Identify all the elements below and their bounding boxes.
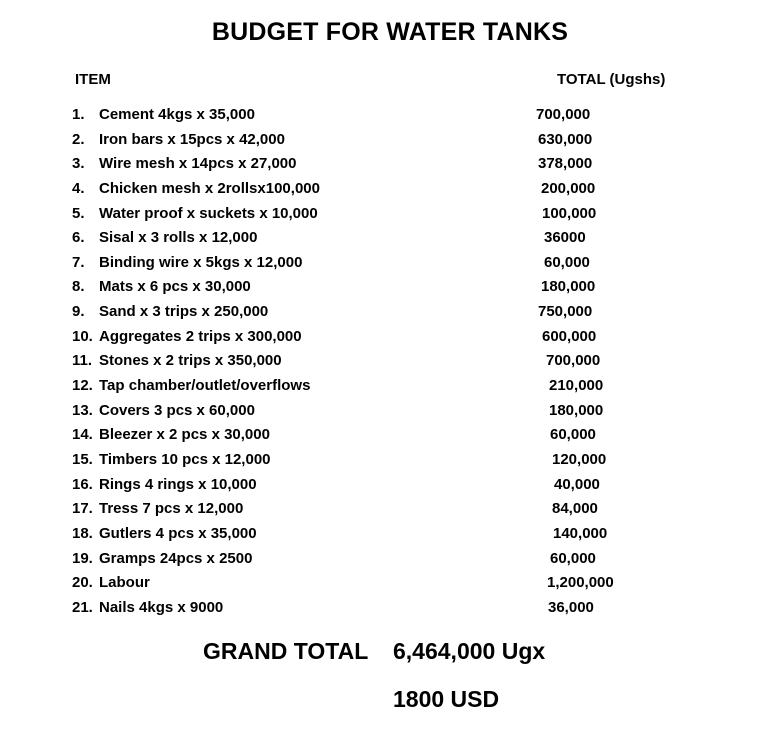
budget-items-list xyxy=(0,106,768,623)
item-total: 40,000 xyxy=(554,475,600,493)
item-column-header: ITEM xyxy=(75,71,111,88)
item-number: 1. xyxy=(72,106,85,123)
item-total: 60,000 xyxy=(544,253,590,271)
list-item xyxy=(0,180,768,205)
item-description: Tap chamber/outlet/overflows xyxy=(99,377,311,395)
item-total: 1,200,000 xyxy=(547,574,614,592)
item-number: 20. xyxy=(72,574,93,592)
item-description: Sisal x 3 rolls x 12,000 xyxy=(99,229,258,247)
item-number: 5. xyxy=(72,204,85,222)
item-total: 36,000 xyxy=(548,598,594,616)
item-description: Iron bars x 15pcs x 42,000 xyxy=(99,130,285,148)
item-number: 15. xyxy=(72,450,93,468)
item-description: Covers 3 pcs x 60,000 xyxy=(99,401,255,419)
item-description: Timbers 10 pcs x 12,000 xyxy=(99,450,271,468)
list-item xyxy=(0,229,768,254)
total-column-header: TOTAL (Ugshs) xyxy=(557,71,666,88)
item-total: 60,000 xyxy=(550,426,596,444)
item-total: 60,000 xyxy=(550,549,596,567)
grand-total-usd: 1800 USD xyxy=(393,686,500,712)
item-description: Bleezer x 2 pcs x 30,000 xyxy=(99,426,270,444)
item-number: 2. xyxy=(72,130,85,148)
list-item xyxy=(0,402,768,427)
item-total: 378,000 xyxy=(538,155,593,173)
list-item xyxy=(0,525,768,550)
item-description: Labour xyxy=(99,574,150,592)
list-item xyxy=(0,106,768,131)
list-item xyxy=(0,303,768,328)
item-number: 4. xyxy=(72,179,85,197)
page-title: BUDGET FOR WATER TANKS xyxy=(211,18,569,46)
item-number: 16. xyxy=(72,475,93,493)
list-item xyxy=(0,155,768,180)
item-number: 6. xyxy=(72,229,85,247)
item-description: Tress 7 pcs x 12,000 xyxy=(99,500,244,518)
item-number: 9. xyxy=(72,303,85,321)
item-description: Rings 4 rings x 10,000 xyxy=(99,475,257,493)
item-total: 700,000 xyxy=(536,106,591,123)
item-total: 700,000 xyxy=(546,352,601,370)
item-number: 3. xyxy=(72,155,85,173)
item-description: Nails 4kgs x 9000 xyxy=(99,598,224,616)
item-total: 210,000 xyxy=(549,377,604,395)
item-total: 200,000 xyxy=(541,179,596,197)
item-description: Mats x 6 pcs x 30,000 xyxy=(99,278,251,296)
list-item xyxy=(0,476,768,501)
item-description: Binding wire x 5kgs x 12,000 xyxy=(99,253,303,271)
item-description: Aggregates 2 trips x 300,000 xyxy=(99,327,302,345)
item-description: Water proof x suckets x 10,000 xyxy=(99,204,318,222)
item-number: 18. xyxy=(72,524,93,542)
item-total: 600,000 xyxy=(542,327,597,345)
item-description: Stones x 2 trips x 350,000 xyxy=(99,352,282,370)
item-number: 17. xyxy=(72,500,93,518)
list-item xyxy=(0,205,768,230)
item-total: 120,000 xyxy=(552,450,607,468)
item-total: 84,000 xyxy=(552,500,598,518)
item-total: 180,000 xyxy=(541,278,596,296)
item-description: Sand x 3 trips x 250,000 xyxy=(99,303,269,321)
item-total: 750,000 xyxy=(538,303,593,321)
list-item xyxy=(0,550,768,575)
item-description: Chicken mesh x 2rollsx100,000 xyxy=(99,179,320,197)
item-total: 100,000 xyxy=(542,204,597,222)
list-item xyxy=(0,278,768,303)
list-item xyxy=(0,599,768,624)
list-item xyxy=(0,451,768,476)
item-total: 140,000 xyxy=(553,524,608,542)
item-number: 11. xyxy=(72,352,93,370)
list-item xyxy=(0,377,768,402)
item-total: 630,000 xyxy=(538,130,593,148)
item-description: Gramps 24pcs x 2500 xyxy=(99,549,253,567)
item-number: 21. xyxy=(72,598,93,616)
item-description: Cement 4kgs x 35,000 xyxy=(99,106,255,123)
item-number: 13. xyxy=(72,401,93,419)
item-number: 8. xyxy=(72,278,85,296)
list-item xyxy=(0,574,768,599)
item-total: 36000 xyxy=(544,229,586,247)
list-item xyxy=(0,254,768,279)
list-item xyxy=(0,352,768,377)
list-item xyxy=(0,500,768,525)
item-number: 10. xyxy=(72,327,93,345)
item-description: Gutlers 4 pcs x 35,000 xyxy=(99,524,257,542)
item-number: 12. xyxy=(72,377,93,395)
grand-total-ugx: 6,464,000 Ugx xyxy=(393,638,546,664)
item-number: 7. xyxy=(72,253,85,271)
item-number: 19. xyxy=(72,549,93,567)
item-description: Wire mesh x 14pcs x 27,000 xyxy=(99,155,297,173)
list-item xyxy=(0,426,768,451)
grand-total-label: GRAND TOTAL xyxy=(203,638,369,664)
list-item xyxy=(0,328,768,353)
item-number: 14. xyxy=(72,426,93,444)
list-item xyxy=(0,131,768,156)
item-total: 180,000 xyxy=(549,401,604,419)
